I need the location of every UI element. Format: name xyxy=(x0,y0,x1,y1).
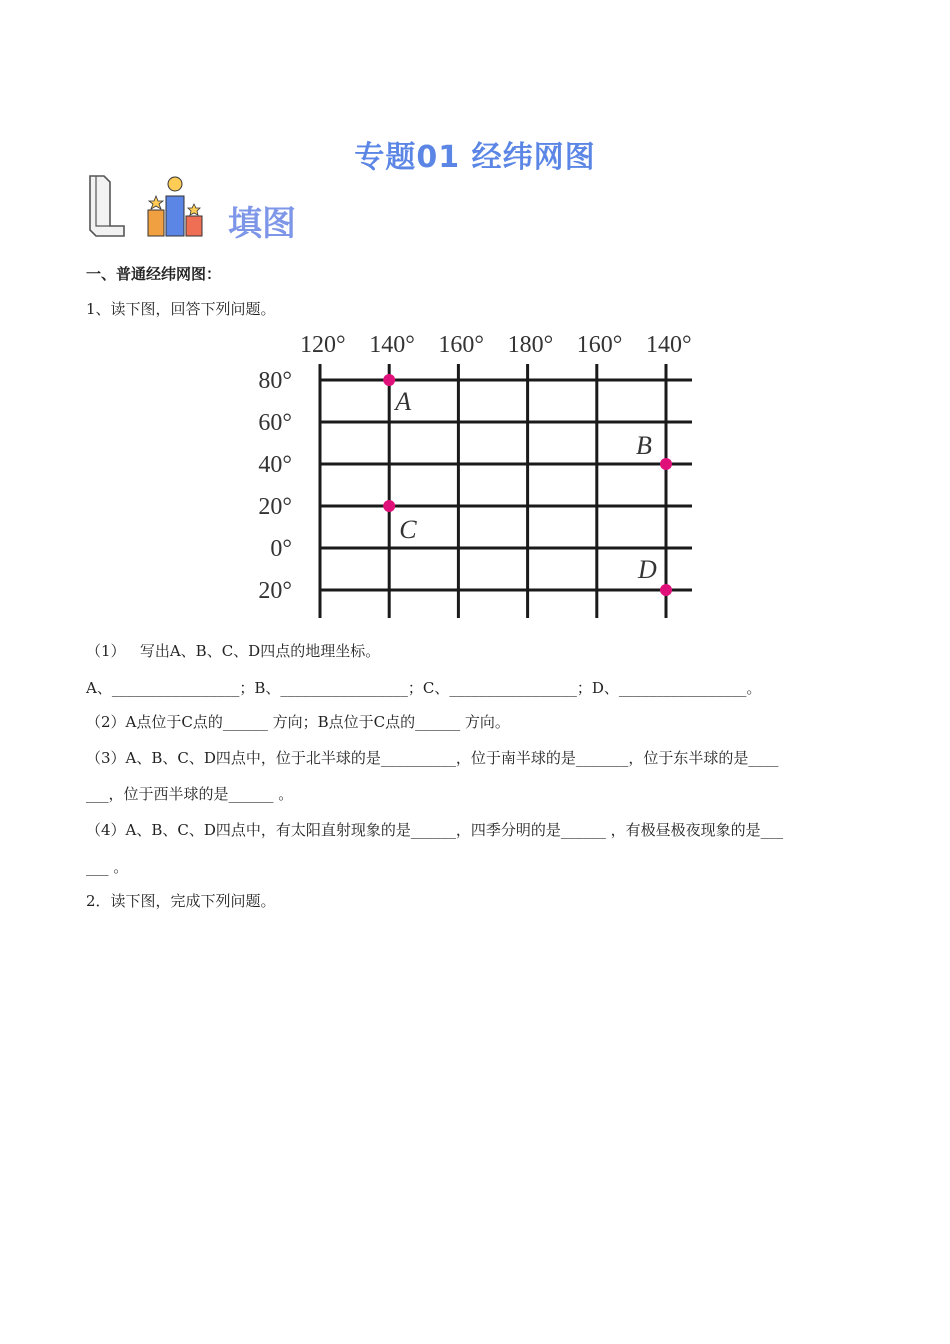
question-1-answer-blanks: A、_________________；B、_________________；C、_________________；D、_________________。 xyxy=(86,679,762,697)
question-1-part-1: （1） 写出A、B、C、D四点的地理坐标。 xyxy=(86,642,381,660)
section-banner-decoration xyxy=(86,172,346,242)
grid-point-label: A xyxy=(395,387,412,416)
longitude-tick-label: 140° xyxy=(646,332,692,358)
grid-point-c xyxy=(383,500,395,512)
number-one-icon xyxy=(90,176,124,236)
banner-label: 填图 xyxy=(228,204,296,244)
page-title: 专题01 经纬网图 xyxy=(354,140,596,175)
question-1-intro: 1、读下图，回答下列问题。 xyxy=(86,300,276,318)
longitude-tick-label: 160° xyxy=(576,332,623,358)
grid-point-label: C xyxy=(399,515,417,544)
longitude-tick-label: 180° xyxy=(507,332,554,358)
latitude-tick-label: 20° xyxy=(258,494,292,520)
latitude-tick-label: 0° xyxy=(270,536,292,562)
latitude-tick-label: 20° xyxy=(258,578,292,604)
grid-point-label: D xyxy=(638,555,657,584)
latitude-tick-label: 40° xyxy=(258,452,292,478)
section-heading: 一、普通经纬网图： xyxy=(86,265,222,283)
latitude-tick-label: 80° xyxy=(258,368,292,394)
trophy-podium-icon xyxy=(148,177,202,236)
question-1-part-4-line-1: （4）A、B、C、D四点中，有太阳直射现象的是______，四季分明的是______ ，有极昼极夜现象的是___ xyxy=(86,821,784,839)
question-2-intro: 2．读下图，完成下列问题。 xyxy=(86,892,276,910)
question-1-part-3-line-2: ___，位于西半球的是______ 。 xyxy=(86,785,294,803)
grid-point-label: B xyxy=(636,431,652,460)
lat-lon-grid-chart xyxy=(240,324,720,624)
question-1-part-3-line-1: （3）A、B、C、D四点中，位于北半球的是__________，位于南半球的是_______，位于东半球的是____ xyxy=(86,749,779,767)
grid-point-b xyxy=(660,458,672,470)
longitude-tick-label: 120° xyxy=(300,332,346,358)
question-1-part-4-line-2: ___ 。 xyxy=(86,858,129,876)
grid-point-a xyxy=(383,374,395,386)
longitude-tick-label: 140° xyxy=(369,332,415,358)
longitude-tick-label: 160° xyxy=(438,332,485,358)
grid-point-d xyxy=(660,584,672,596)
latitude-tick-label: 60° xyxy=(258,410,292,436)
question-1-part-2: （2）A点位于C点的______ 方向；B点位于C点的______ 方向。 xyxy=(86,713,510,731)
